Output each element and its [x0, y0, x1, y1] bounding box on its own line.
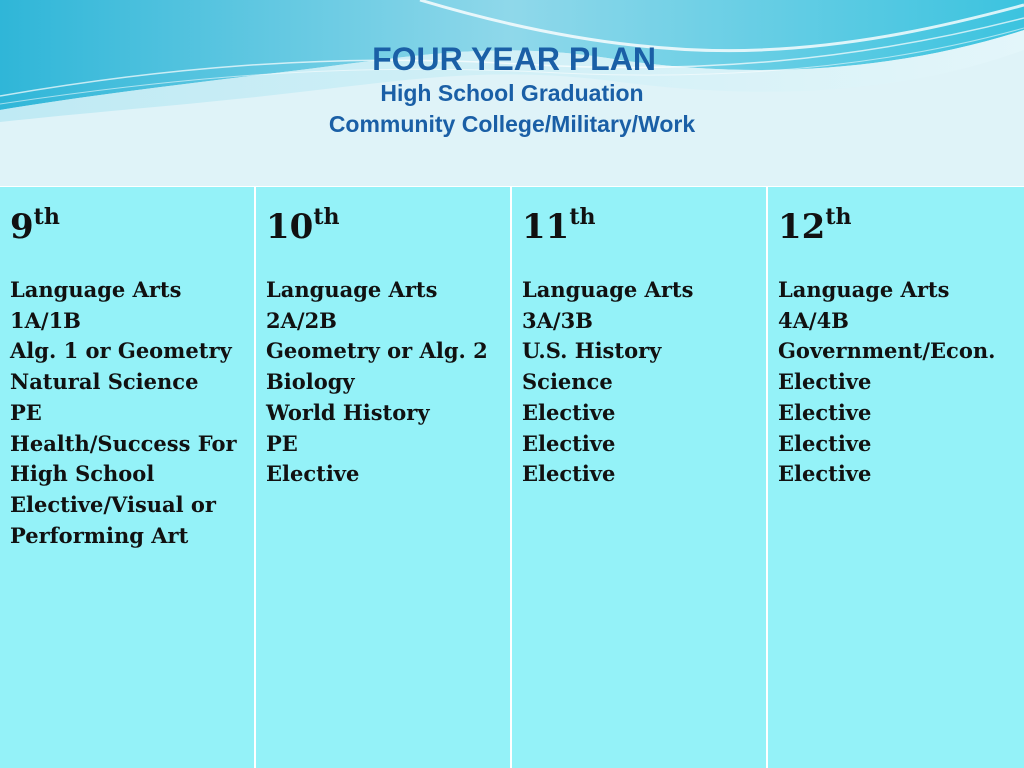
page-subtitle-1: High School Graduation	[380, 80, 644, 106]
course-row: High School	[10, 461, 155, 487]
year-number: 12	[778, 207, 826, 247]
course-row: Natural Science	[10, 369, 199, 395]
year-heading	[10, 197, 246, 247]
year-suffix: th	[33, 204, 60, 230]
course-row: Performing Art	[10, 522, 189, 548]
year-heading	[266, 197, 502, 247]
year-column-12th	[768, 187, 1024, 768]
course-row: World History	[266, 399, 430, 425]
course-row: Elective	[266, 461, 360, 487]
year-heading	[522, 197, 758, 247]
year-suffix: th	[825, 204, 852, 230]
course-row: PE	[10, 399, 42, 425]
course-row: Health/Success For	[10, 430, 237, 456]
course-row: Language Arts	[778, 277, 950, 302]
course-row: Elective	[778, 399, 872, 425]
year-column-10th	[256, 187, 512, 768]
year-heading	[778, 197, 1016, 247]
course-row: Elective	[522, 399, 616, 425]
course-row: Elective/Visual or	[10, 491, 217, 517]
year-column-11th	[512, 187, 768, 768]
course-row: Elective	[778, 369, 872, 395]
year-suffix: th	[313, 204, 340, 230]
course-row: Government/Econ.	[778, 338, 996, 364]
course-row: Biology	[266, 369, 355, 395]
course-row: Elective	[522, 430, 616, 456]
course-row: Science	[522, 369, 613, 395]
course-row: Language Arts	[522, 277, 694, 302]
year-number: 9	[10, 207, 34, 247]
course-row: Alg. 1 or Geometry	[10, 338, 232, 364]
course-row: Language Arts	[266, 277, 438, 302]
page-subtitle-2: Community College/Military/Work	[328, 111, 696, 137]
course-row: Elective	[778, 430, 872, 456]
course-row: 3A/3B	[522, 307, 593, 333]
year-suffix: th	[569, 204, 596, 230]
year-number: 11	[522, 207, 570, 247]
title-block	[0, 40, 1024, 140]
course-row: 2A/2B	[266, 307, 337, 333]
course-row: Language Arts	[10, 277, 182, 302]
course-row: Elective	[778, 461, 872, 487]
page-title: FOUR YEAR PLAN	[372, 41, 656, 77]
course-row: Geometry or Alg. 2	[266, 338, 488, 364]
course-row: U.S. History	[522, 338, 662, 364]
course-row: 4A/4B	[778, 307, 849, 333]
four-year-plan-table	[0, 186, 1024, 768]
course-row: 1A/1B	[10, 307, 81, 333]
year-column-9th	[0, 187, 256, 768]
course-row: PE	[266, 430, 298, 456]
year-number: 10	[266, 207, 314, 247]
course-row: Elective	[522, 461, 616, 487]
